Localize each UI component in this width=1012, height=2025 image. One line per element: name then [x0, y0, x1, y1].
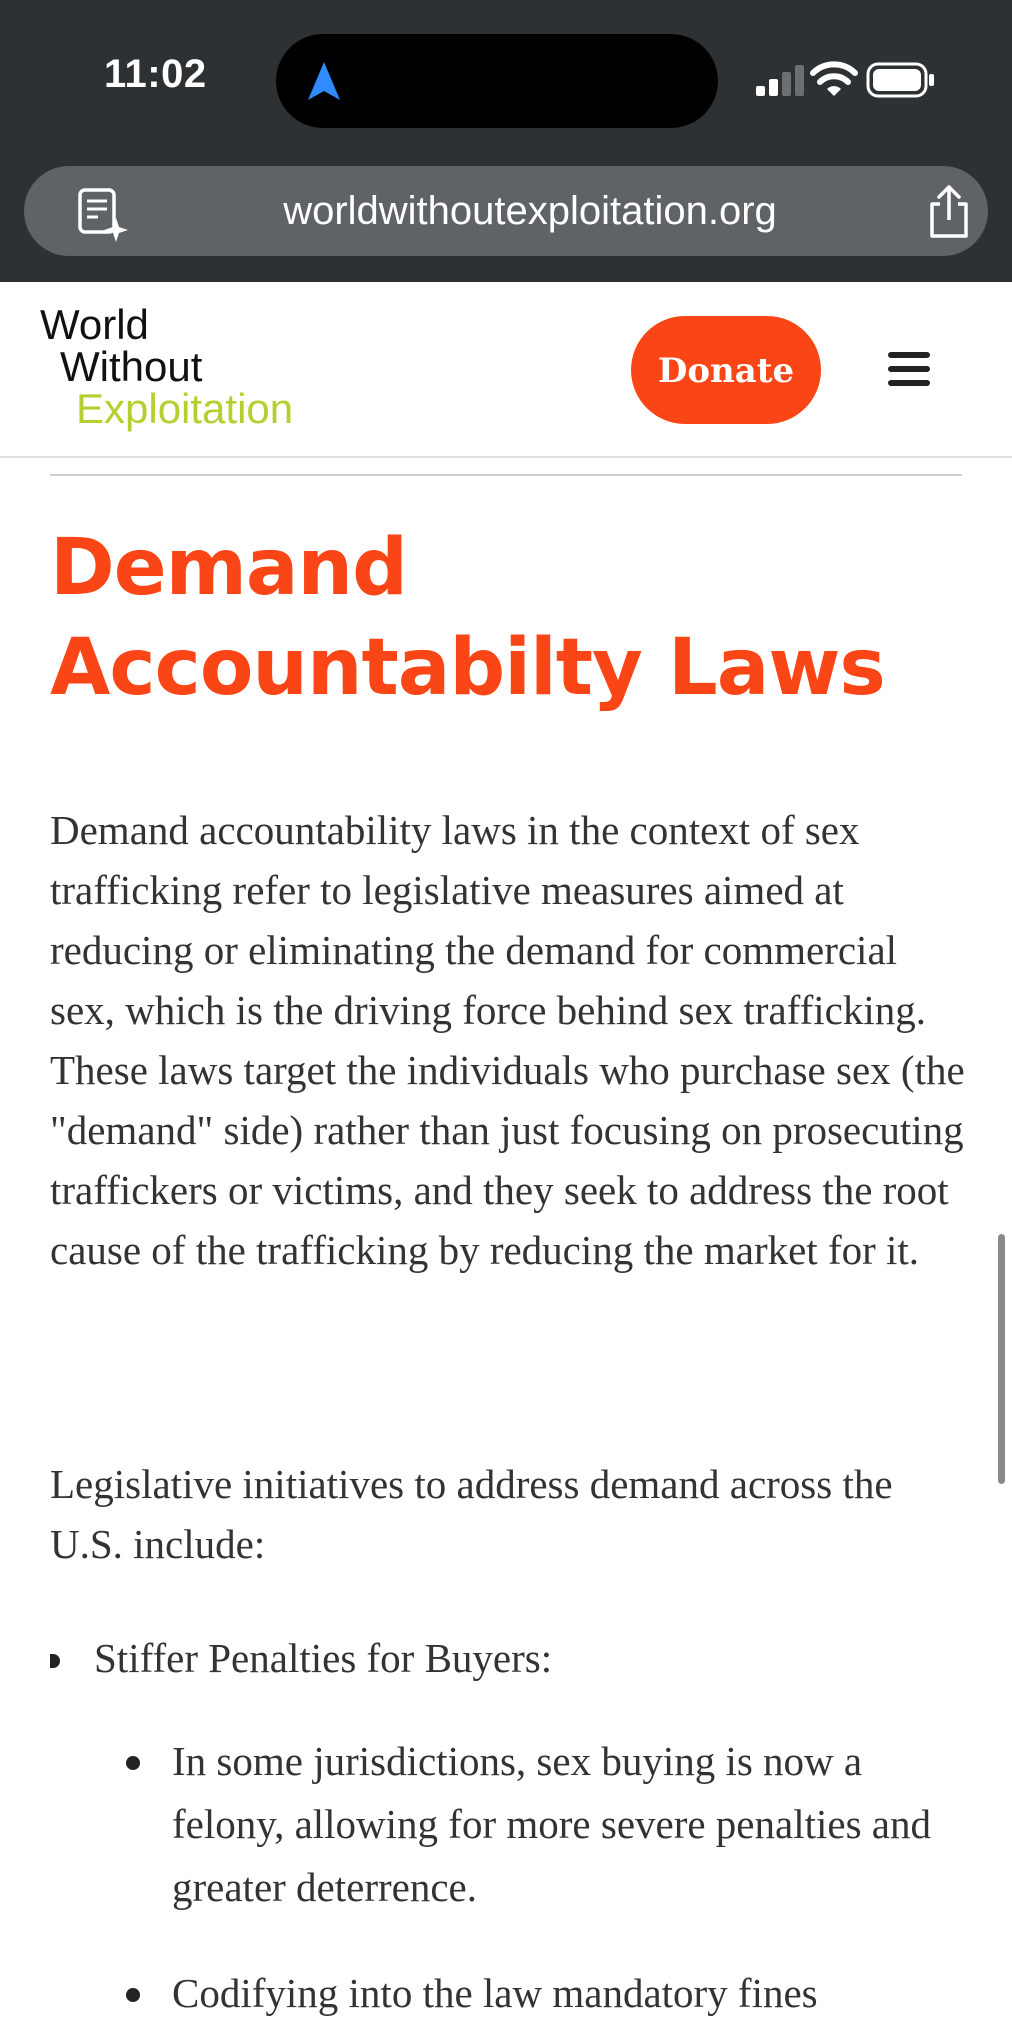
cellular-signal-icon	[754, 64, 804, 98]
intro-paragraph: Demand accountability laws in the context of sex trafficking refer to legislative measures aimed at reducing or eliminating the demand for commercial sex, which is the driving force behind sex trafficking. These laws target the individuals who purchase sex (the "demand" side) rather than just focusing on prosecuting traffickers or victims, and they seek to address the root cause of the trafficking by reducing the market for it.	[50, 807, 965, 1273]
scrollbar-thumb[interactable]	[998, 1234, 1005, 1484]
logo-line-exploitation: Exploitation	[76, 385, 294, 432]
sub-list-item-text: Codifying into the law mandatory fines	[172, 1970, 818, 2016]
hamburger-menu-icon[interactable]	[888, 352, 930, 386]
bullet-dot	[50, 1654, 60, 1668]
list-item-label: Stiffer Penalties for Buyers:	[94, 1635, 553, 1681]
donate-button[interactable]: Donate	[631, 316, 821, 424]
reader-mode-icon[interactable]	[76, 186, 132, 242]
logo-line-world: World	[40, 301, 149, 348]
status-time: 11:02	[104, 52, 207, 96]
url-text[interactable]: worldwithoutexploitation.org	[283, 189, 777, 233]
content-divider	[50, 474, 962, 476]
logo-line-without: Without	[60, 343, 203, 390]
site-logo[interactable]	[40, 301, 360, 444]
wifi-icon	[810, 60, 858, 100]
browser-chrome	[0, 160, 1012, 282]
navigation-arrow-icon	[304, 60, 344, 104]
share-icon[interactable]	[924, 184, 974, 240]
battery-icon	[866, 62, 936, 98]
address-bar[interactable]	[24, 166, 988, 256]
bullet-dot	[126, 1756, 140, 1770]
site-header	[0, 282, 1012, 458]
page-title: Demand Accountabilty Laws	[50, 523, 885, 713]
bullet-dot	[126, 1988, 140, 2002]
sub-list-item-text: In some jurisdictions, sex buying is now a felony, allowing for more severe penalties and greater deterrence.	[172, 1738, 931, 1910]
status-bar	[0, 0, 1012, 160]
initiatives-paragraph: Legislative initiatives to address demand across the U.S. include:	[50, 1461, 893, 1567]
